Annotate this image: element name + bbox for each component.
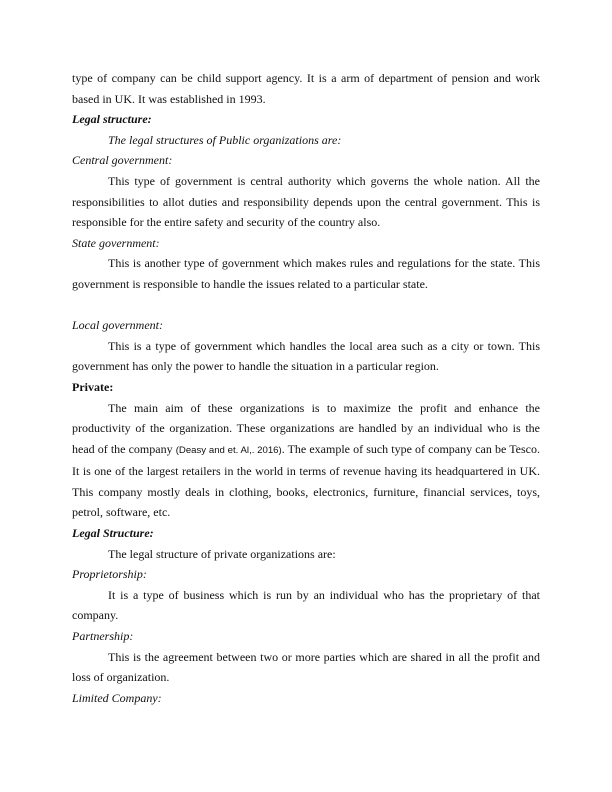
blank-line bbox=[72, 295, 540, 316]
citation: (Deasy and et. Al,. 2016) bbox=[175, 444, 282, 456]
paragraph-private bbox=[72, 398, 540, 524]
paragraph-state-government: This is another type of government which makes rules and regulations for the state. This government is responsible to handle the issues related to a particular state. bbox=[72, 256, 540, 291]
private-text-b: . The example of such type of company can be Tesco. It is one of the largest retailers in the world in terms of revenue having its headquartered in UK. This company mostly deals in clothing, books, electronics, furniture, financial services, toys, petrol, software, etc. bbox=[72, 441, 541, 520]
heading-partnership: Partnership: bbox=[72, 629, 134, 644]
private-text-a: The main aim of these organizations is to maximize the profit and enhance the productivity of the organization. These organizations are handled by an individual who is the head of the company bbox=[72, 400, 540, 456]
private-legal-intro: The legal structure of private organizations are: bbox=[108, 546, 336, 561]
heading-private bbox=[72, 377, 540, 398]
public-legal-intro: The legal structures of Public organizations are: bbox=[108, 132, 342, 147]
paragraph-intro: type of company can be child support agency. It is a arm of department of pension and work based in UK. It was established in 1993. bbox=[72, 71, 540, 106]
heading-local-government: Local government: bbox=[72, 318, 163, 333]
heading-legal-structure-private: Legal Structure: bbox=[72, 526, 154, 541]
heading-central-government: Central government: bbox=[72, 153, 173, 168]
paragraph-central-government: This type of government is central authority which governs the whole nation. All the responsibilities to allot duties and responsibility depends upon the central government. This is responsible for the entire safety and security of the country also. bbox=[72, 173, 540, 230]
heading-state-government: State government: bbox=[72, 235, 160, 250]
heading-proprietorship: Proprietorship: bbox=[72, 567, 147, 582]
paragraph-local-government: This is a type of government which handles the local area such as a city or town. This government has only the power to handle the situation in a particular region. bbox=[72, 338, 540, 374]
heading-limited-company: Limited Company: bbox=[72, 690, 162, 705]
page-content bbox=[72, 68, 540, 708]
paragraph-partnership: This is the agreement between two or more parties which are shared in all the profit and loss of organization. bbox=[72, 649, 540, 685]
paragraph-proprietorship: It is a type of business which is run by an individual who has the proprietary of that company. bbox=[72, 587, 540, 623]
heading-legal-structure: Legal structure: bbox=[72, 112, 152, 127]
heading-private-label: Private: bbox=[72, 379, 114, 394]
